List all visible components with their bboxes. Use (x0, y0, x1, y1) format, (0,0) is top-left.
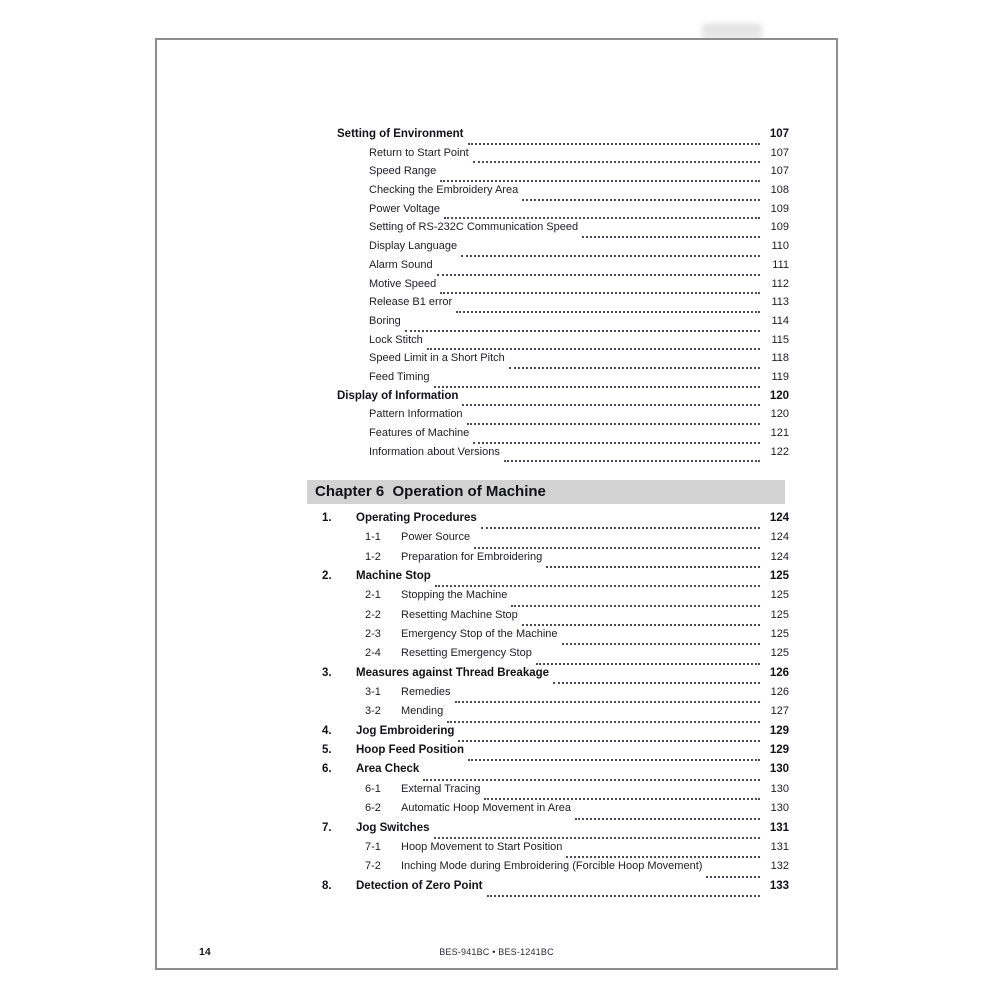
dot-leader (484, 798, 760, 800)
toc-row (337, 204, 789, 223)
entry-page-number: 130 (770, 802, 789, 815)
entry-page-number: 115 (771, 333, 789, 346)
dot-leader (536, 663, 760, 665)
entry-number: 6. (322, 763, 332, 776)
entry-page-number: 130 (769, 763, 789, 776)
entry-number: 6-1 (365, 782, 381, 795)
entry-page-number: 126 (769, 666, 789, 679)
entry-label: Feed Timing (369, 370, 430, 383)
dot-leader (456, 311, 760, 313)
entry-page-number: 118 (771, 352, 789, 365)
entry-label: Power Voltage (369, 202, 440, 215)
entry-page-number: 111 (772, 258, 789, 271)
chapter-toc-row (322, 668, 789, 687)
entry-number: 2-2 (365, 608, 381, 621)
dot-leader (423, 779, 760, 781)
chapter-toc-row (322, 590, 789, 609)
entry-label: Resetting Machine Stop (401, 608, 518, 621)
entry-label: Inching Mode during Embroidering (Forcible Hoop Movement) (401, 860, 703, 873)
entry-label: Display of Information (337, 389, 459, 402)
chapter-toc-row (322, 610, 789, 629)
chapter-toc-row (322, 513, 789, 532)
chapter-toc-row (322, 726, 789, 745)
entry-page-number: 132 (770, 860, 789, 873)
entry-page-number: 114 (771, 314, 789, 327)
chapter-toc-row (322, 881, 789, 900)
dot-leader (440, 292, 760, 294)
entry-label: Features of Machine (369, 427, 470, 439)
entry-number: 2-4 (365, 647, 381, 660)
entry-label: Return to Start Point (369, 146, 469, 159)
toc-row (337, 409, 789, 428)
entry-page-number: 124 (770, 531, 789, 544)
entry-page-number: 108 (770, 184, 789, 197)
dot-leader (444, 217, 760, 219)
dot-leader (434, 386, 760, 388)
entry-label: Automatic Hoop Movement in Area (401, 802, 571, 815)
toc-row (337, 166, 789, 185)
chapter-toc-row (322, 532, 789, 551)
chapter6-toc-section (322, 513, 789, 900)
entry-page-number: 109 (770, 202, 789, 215)
entry-label: Hoop Feed Position (356, 744, 464, 757)
dot-leader (440, 180, 760, 182)
entry-label: Stopping the Machine (401, 589, 508, 602)
entry-page-number: 113 (771, 296, 789, 309)
toc-row (337, 335, 789, 354)
toc-row (337, 279, 789, 298)
entry-label: Jog Switches (356, 821, 430, 834)
entry-number: 2-1 (365, 589, 381, 602)
entry-label: Measures against Thread Breakage (356, 666, 550, 679)
dot-leader (405, 330, 760, 332)
dot-leader (566, 856, 760, 858)
toc-row (337, 297, 789, 316)
entry-number: 5. (322, 744, 332, 757)
entry-page-number: 130 (770, 782, 789, 795)
entry-number: 3. (322, 666, 332, 679)
entry-label: Display Language (369, 240, 458, 253)
entry-number: 1-2 (365, 550, 381, 563)
entry-page-number: 125 (770, 589, 789, 602)
dot-leader (468, 143, 761, 145)
toc-row (337, 260, 789, 279)
entry-label: Speed Range (369, 165, 437, 178)
chapter-toc-row (322, 842, 789, 861)
entry-label: Operating Procedures (356, 512, 477, 524)
dot-leader (509, 367, 760, 369)
dot-leader (462, 404, 760, 406)
toc-row (337, 222, 789, 241)
entry-page-number: 124 (770, 550, 789, 563)
entry-label: Release B1 error (369, 296, 453, 309)
chapter-toc-row (322, 571, 789, 590)
entry-label: Hoop Movement to Start Position (401, 840, 563, 853)
entry-page-number: 107 (770, 146, 789, 159)
entry-label: Motive Speed (369, 277, 437, 290)
chapter-toc-row (322, 784, 789, 803)
manual-page (155, 38, 838, 970)
dot-leader (706, 876, 760, 878)
chapter-toc-row (322, 629, 789, 648)
entry-page-number: 121 (770, 427, 789, 439)
dot-leader (455, 701, 760, 703)
entry-page-number: 124 (769, 512, 789, 524)
entry-page-number: 126 (770, 686, 789, 699)
entry-page-number: 112 (771, 277, 789, 290)
chapter-toc-row (322, 803, 789, 822)
toc-row (337, 428, 789, 447)
chapter-heading-bar (307, 480, 785, 504)
entry-page-number: 109 (770, 221, 789, 234)
dot-leader (468, 759, 760, 761)
entry-label: Speed Limit in a Short Pitch (369, 352, 505, 365)
entry-page-number: 120 (770, 408, 789, 421)
toc-row (337, 185, 789, 204)
dot-leader (473, 442, 760, 444)
entry-page-number: 131 (769, 821, 789, 834)
entry-page-number: 131 (770, 840, 789, 853)
dot-leader (522, 199, 760, 201)
entry-page-number: 107 (769, 128, 789, 140)
entry-label: Detection of Zero Point (356, 879, 483, 892)
entry-page-number: 129 (769, 724, 789, 737)
entry-page-number: 110 (771, 240, 789, 253)
dot-leader (582, 236, 760, 238)
entry-page-number: 133 (769, 879, 789, 892)
entry-label: Checking the Embroidery Area (369, 184, 519, 197)
entry-label: Boring (369, 314, 401, 327)
toc-row (337, 391, 789, 410)
entry-label: Preparation for Embroidering (401, 550, 543, 563)
dot-leader (575, 818, 760, 820)
dot-leader (447, 721, 760, 723)
dot-leader (511, 605, 760, 607)
dot-leader (562, 643, 760, 645)
toc-row (337, 316, 789, 335)
entry-page-number: 107 (770, 165, 789, 178)
footer-page-number: 14 (199, 946, 211, 958)
entry-number: 7-2 (365, 860, 381, 873)
entry-page-number: 122 (770, 445, 789, 458)
entry-label: External Tracing (401, 782, 481, 795)
chapter-toc-row (322, 861, 789, 880)
entry-page-number: 125 (770, 608, 789, 621)
dot-leader (467, 423, 760, 425)
entry-number: 6-2 (365, 802, 381, 815)
entry-label: Jog Embroidering (356, 724, 455, 737)
entry-number: 7-1 (365, 840, 381, 853)
entry-page-number: 119 (771, 370, 789, 383)
chapter-toc-row (322, 552, 789, 571)
entry-page-number: 125 (770, 647, 789, 660)
entry-page-number: 120 (769, 389, 789, 402)
footer-model-names: BES-941BC • BES-1241BC (439, 947, 554, 957)
chapter-toc-row (322, 764, 789, 783)
entry-number: 1. (322, 512, 332, 524)
entry-number: 2. (322, 570, 332, 583)
dot-leader (473, 161, 760, 163)
entry-label: Setting of RS-232C Communication Speed (369, 221, 579, 234)
chapter-toc-row (322, 687, 789, 706)
dot-leader (546, 566, 760, 568)
toc-row (337, 372, 789, 391)
entry-number: 7. (322, 821, 332, 834)
entry-page-number: 127 (770, 705, 789, 718)
dot-leader (487, 895, 761, 897)
chapter-toc-row (322, 706, 789, 725)
entry-label: Emergency Stop of the Machine (401, 628, 558, 641)
toc-row (337, 353, 789, 372)
entry-label: Remedies (401, 686, 451, 699)
dot-leader (553, 682, 760, 684)
entry-label: Machine Stop (356, 570, 431, 583)
toc-upper-section (337, 129, 789, 465)
toc-row (337, 129, 789, 148)
entry-label: Information about Versions (369, 445, 500, 458)
entry-label: Pattern Information (369, 408, 463, 421)
dot-leader (437, 274, 760, 276)
entry-page-number: 125 (770, 628, 789, 641)
entry-label: Resetting Emergency Stop (401, 647, 532, 660)
entry-number: 3-2 (365, 705, 381, 718)
entry-page-number: 125 (769, 570, 789, 583)
dot-leader (474, 547, 760, 549)
entry-page-number: 129 (769, 744, 789, 757)
entry-label: Alarm Sound (369, 258, 433, 271)
toc-row (337, 241, 789, 260)
toc-row (337, 447, 789, 466)
entry-number: 2-3 (365, 628, 381, 641)
chapter-toc-row (322, 823, 789, 842)
chapter-toc-row (322, 648, 789, 667)
toc-row (337, 148, 789, 167)
entry-label: Power Source (401, 531, 471, 544)
entry-label: Area Check (356, 763, 420, 776)
dot-leader (504, 460, 760, 462)
entry-number: 3-1 (365, 686, 381, 699)
entry-label: Setting of Environment (337, 128, 464, 140)
entry-number: 1-1 (365, 531, 381, 544)
dot-leader (434, 837, 761, 839)
dot-leader (481, 527, 760, 529)
chapter-heading-title: Chapter 6 Operation of Machine (315, 483, 546, 500)
entry-number: 4. (322, 724, 332, 737)
entry-label: Mending (401, 705, 444, 718)
dot-leader (435, 585, 760, 587)
entry-label: Lock Stitch (369, 333, 423, 346)
dot-leader (461, 255, 760, 257)
dot-leader (427, 348, 760, 350)
chapter-toc-row (322, 745, 789, 764)
entry-number: 8. (322, 879, 332, 892)
dot-leader (522, 624, 760, 626)
dot-leader (458, 740, 760, 742)
